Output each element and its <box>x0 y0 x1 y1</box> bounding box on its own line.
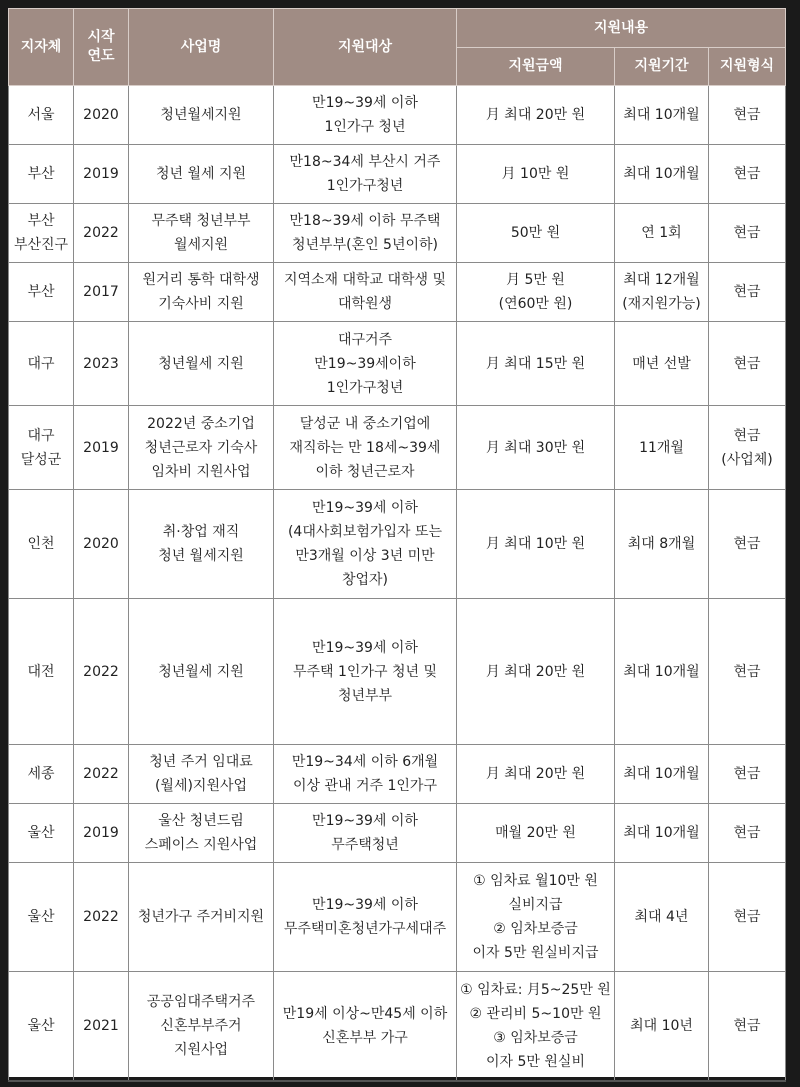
cell-region: 부산 <box>9 263 74 322</box>
table-row <box>9 406 786 490</box>
cell-period: 최대 10개월 <box>615 86 709 145</box>
youth-housing-support-table <box>8 8 786 1082</box>
cell-form: 현금 <box>709 145 786 204</box>
cell-period: 최대 10년 <box>615 972 709 1082</box>
cell-program: 청년 주거 임대료 (월세)지원사업 <box>129 745 274 804</box>
cell-amount: 月 최대 20만 원 <box>457 599 615 745</box>
cell-program: 청년월세지원 <box>129 86 274 145</box>
cell-amount: 月 10만 원 <box>457 145 615 204</box>
cell-period: 최대 10개월 <box>615 804 709 863</box>
cell-period: 매년 선발 <box>615 322 709 406</box>
cell-target: 만19~39세 이하 무주택청년 <box>274 804 457 863</box>
cell-region: 서울 <box>9 86 74 145</box>
cell-region: 울산 <box>9 863 74 972</box>
cell-program: 공공임대주택거주 신혼부부주거 지원사업 <box>129 972 274 1082</box>
cell-program: 무주택 청년부부 월세지원 <box>129 204 274 263</box>
table-row <box>9 204 786 263</box>
cell-program: 청년가구 주거비지원 <box>129 863 274 972</box>
cell-region: 대구 <box>9 322 74 406</box>
cell-form: 현금 (사업체) <box>709 406 786 490</box>
cell-target: 만18~34세 부산시 거주 1인가구청년 <box>274 145 457 204</box>
cell-start-year: 2023 <box>74 322 129 406</box>
header-support: 지원내용 <box>457 9 786 48</box>
table-row <box>9 745 786 804</box>
cell-start-year: 2022 <box>74 599 129 745</box>
cell-target: 대구거주 만19~39세이하 1인가구청년 <box>274 322 457 406</box>
table-row <box>9 972 786 1082</box>
cell-period: 11개월 <box>615 406 709 490</box>
cell-start-year: 2019 <box>74 406 129 490</box>
table-row <box>9 145 786 204</box>
cell-amount: 月 최대 30만 원 <box>457 406 615 490</box>
cell-form: 현금 <box>709 322 786 406</box>
cell-start-year: 2020 <box>74 490 129 599</box>
table-header <box>9 9 786 86</box>
cell-period: 최대 8개월 <box>615 490 709 599</box>
cell-program: 청년 월세 지원 <box>129 145 274 204</box>
cell-form: 현금 <box>709 490 786 599</box>
header-program: 사업명 <box>129 9 274 86</box>
cell-form: 현금 <box>709 86 786 145</box>
cell-period: 최대 12개월 (재지원가능) <box>615 263 709 322</box>
header-region: 지자체 <box>9 9 74 86</box>
cell-form: 현금 <box>709 804 786 863</box>
cell-form: 현금 <box>709 263 786 322</box>
cell-region: 부산 부산진구 <box>9 204 74 263</box>
cell-amount: 月 최대 10만 원 <box>457 490 615 599</box>
cell-form: 현금 <box>709 863 786 972</box>
cell-period: 최대 4년 <box>615 863 709 972</box>
cell-start-year: 2017 <box>74 263 129 322</box>
table-row <box>9 263 786 322</box>
cell-form: 현금 <box>709 745 786 804</box>
cell-target: 만19~39세 이하 (4대사회보험가입자 또는 만3개월 이상 3년 미만 창업자) <box>274 490 457 599</box>
cell-start-year: 2020 <box>74 86 129 145</box>
cell-start-year: 2022 <box>74 745 129 804</box>
cell-amount: ① 임차료: 月5~25만 원 ② 관리비 5~10만 원 ③ 임차보증금 이자 5만 원실비 <box>457 972 615 1082</box>
cell-program: 취·창업 재직 청년 월세지원 <box>129 490 274 599</box>
header-start-year: 시작 연도 <box>74 9 129 86</box>
cell-period: 최대 10개월 <box>615 145 709 204</box>
cell-program: 청년월세 지원 <box>129 599 274 745</box>
cell-amount: ① 임차료 월10만 원 실비지급 ② 임차보증금 이자 5만 원실비지급 <box>457 863 615 972</box>
cell-region: 울산 <box>9 804 74 863</box>
table-body <box>9 86 786 1082</box>
cell-amount: 月 최대 15만 원 <box>457 322 615 406</box>
cell-form: 현금 <box>709 972 786 1082</box>
cell-target: 만19~39세 이하 1인가구 청년 <box>274 86 457 145</box>
cell-form: 현금 <box>709 599 786 745</box>
header-target: 지원대상 <box>274 9 457 86</box>
header-amount: 지원금액 <box>457 48 615 86</box>
cell-form: 현금 <box>709 204 786 263</box>
cell-start-year: 2019 <box>74 804 129 863</box>
cell-target: 만19~34세 이하 6개월 이상 관내 거주 1인가구 <box>274 745 457 804</box>
cell-start-year: 2021 <box>74 972 129 1082</box>
cell-region: 대전 <box>9 599 74 745</box>
cell-period: 연 1회 <box>615 204 709 263</box>
cell-period: 최대 10개월 <box>615 599 709 745</box>
cell-target: 만19~39세 이하 무주택 1인가구 청년 및 청년부부 <box>274 599 457 745</box>
cell-program: 원거리 통학 대학생 기숙사비 지원 <box>129 263 274 322</box>
cell-start-year: 2022 <box>74 204 129 263</box>
cell-region: 세종 <box>9 745 74 804</box>
table-row <box>9 804 786 863</box>
cell-amount: 50만 원 <box>457 204 615 263</box>
header-period: 지원기간 <box>615 48 709 86</box>
table-row <box>9 490 786 599</box>
cell-target: 만18~39세 이하 무주택 청년부부(혼인 5년이하) <box>274 204 457 263</box>
cell-amount: 月 최대 20만 원 <box>457 86 615 145</box>
table-row <box>9 322 786 406</box>
cell-target: 달성군 내 중소기업에 재직하는 만 18세~39세 이하 청년근로자 <box>274 406 457 490</box>
table-row <box>9 863 786 972</box>
cell-amount: 月 최대 20만 원 <box>457 745 615 804</box>
cell-region: 인천 <box>9 490 74 599</box>
cell-target: 지역소재 대학교 대학생 및 대학원생 <box>274 263 457 322</box>
cell-program: 2022년 중소기업 청년근로자 기숙사 임차비 지원사업 <box>129 406 274 490</box>
cell-program: 울산 청년드림 스페이스 지원사업 <box>129 804 274 863</box>
cell-region: 부산 <box>9 145 74 204</box>
table-row <box>9 86 786 145</box>
cell-start-year: 2019 <box>74 145 129 204</box>
table-row <box>9 599 786 745</box>
cell-region: 울산 <box>9 972 74 1082</box>
cell-amount: 月 5만 원 (연60만 원) <box>457 263 615 322</box>
cell-program: 청년월세 지원 <box>129 322 274 406</box>
cell-period: 최대 10개월 <box>615 745 709 804</box>
cell-target: 만19세 이상~만45세 이하 신혼부부 가구 <box>274 972 457 1082</box>
cell-amount: 매월 20만 원 <box>457 804 615 863</box>
cell-region: 대구 달성군 <box>9 406 74 490</box>
cell-start-year: 2022 <box>74 863 129 972</box>
header-form: 지원형식 <box>709 48 786 86</box>
cell-target: 만19~39세 이하 무주택미혼청년가구세대주 <box>274 863 457 972</box>
document-page <box>8 8 785 1077</box>
